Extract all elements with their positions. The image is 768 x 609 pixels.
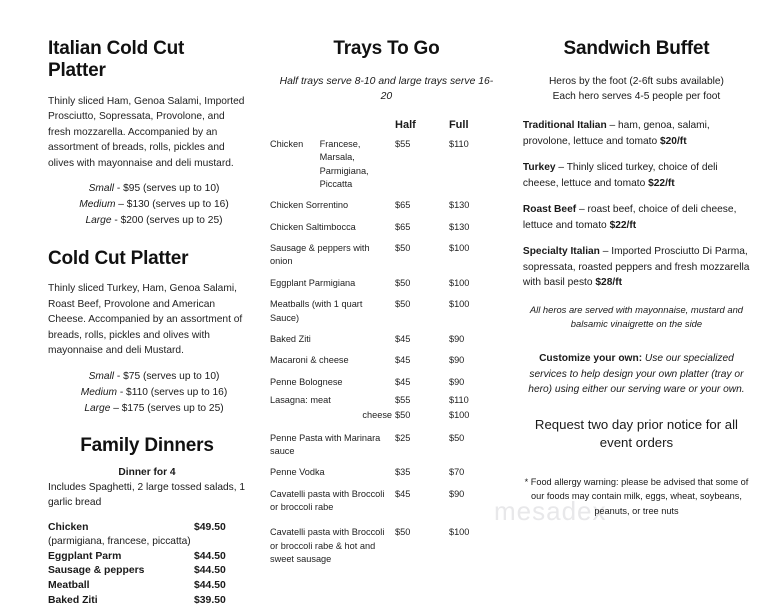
tray-price-full: $130 [448,221,470,232]
size-text: - $95 (serves up to 10) [114,183,220,195]
table-row [270,350,503,371]
table-row [270,484,503,519]
middle-column [266,30,509,586]
table-row [270,462,503,483]
right-column [509,30,758,586]
tray-price-full: $100 [448,410,470,421]
allergy-notice: * Food allergy warning: please be advised that some of our foods may contain milk, eggs, wheat, soybeans, peanuts, or tree nuts [524,477,749,516]
hero-name: Roast Beef [522,204,577,216]
trays-to-go-title: Trays To Go [333,38,440,59]
size-text: - $200 (serves up to 25) [111,215,223,227]
size-text: - $75 (serves up to 10) [114,370,220,382]
family-dinner-price: $44.50 [193,580,226,592]
tray-price-half: $35 [395,467,411,478]
family-dinner-price: $44.50 [193,550,226,562]
tray-price-half: $65 [395,200,411,211]
hero-traditional-italian [523,118,750,149]
tray-item-name: Penne Vodka [269,467,325,478]
family-dinner-name: Eggplant Parm [48,550,122,562]
table-row [270,329,503,350]
tray-item-name: Chicken Sorrentino [269,200,349,211]
family-dinner-row [48,550,246,565]
size-line [62,369,246,385]
family-dinner-name: Chicken [48,521,89,533]
sandwich-buffet-intro [523,74,750,105]
tray-item-name: Chicken [269,139,304,150]
tray-price-full: $100 [448,299,470,310]
tray-price-full: $100 [448,277,470,288]
tray-price-full: $90 [448,488,465,499]
table-row [270,294,503,329]
family-dinners-list [48,521,246,609]
trays-header-row [270,119,503,134]
tray-price-half: $25 [395,432,411,443]
tray-price-half: $45 [395,355,411,366]
trays-header-blank [270,119,395,134]
tray-price-full: $130 [448,200,470,211]
hero-price: $22/ft [648,177,675,189]
table-row [270,238,503,273]
cold-cut-platter-title: Cold Cut Platter [48,247,189,269]
tray-item-name: Macaroni & cheese [269,355,349,366]
customize-label: Customize your own: [539,353,643,365]
tray-price-full: $100 [448,243,470,254]
trays-table-head [270,119,503,134]
tray-price-full: $90 [448,376,465,387]
tray-item-name: Baked Ziti [269,333,311,344]
tray-item-name: Cavatelli pasta with Broccoli or broccoli rabe & hot and sweet sausage [269,527,385,564]
tray-price-full: $50 [448,432,465,443]
italian-cold-cut-platter-title: Italian Cold Cut Platter [48,38,185,81]
trays-header-half: Half [395,119,416,132]
hero-price: $20/ft [659,135,687,147]
hero-specialty-italian [523,244,750,291]
tray-item-name: Lasagna: meat [269,394,331,405]
size-line [62,213,246,229]
customize-text: Use our specialized services to help design your own platter (tray or hero) using either our serving ware or your own. [528,353,745,396]
size-label: Large [85,215,112,227]
family-dinner-name: Sausage & peppers [48,565,145,577]
size-label: Small [88,370,115,382]
size-line [62,385,246,401]
size-label: Small [88,183,115,195]
hero-desc: – Imported Prosciutto Di Parma, sopressata, roasted peppers and fresh mozzarella with basil pesto [522,246,750,289]
family-dinner-note: (parmigiana, francese, piccatta) [48,536,191,548]
tray-item-name: Sausage & peppers with onion [269,243,370,267]
family-dinners-includes: Includes Spaghetti, 2 large tossed salads, 1 garlic bread [48,482,246,509]
tray-price-full: $90 [448,355,465,366]
sandwich-buffet-title: Sandwich Buffet [563,38,710,59]
table-row [270,424,503,463]
trays-header-full: Full [448,119,469,132]
size-label: Medium [80,386,117,398]
table-row [270,393,503,408]
tray-price-half: $45 [395,488,411,499]
hero-desc: – roast beef, choice of deli cheese, lettuce and tomato [522,204,737,231]
hero-name: Turkey [522,162,556,174]
tray-price-half: $50 [395,277,411,288]
table-row [270,372,503,393]
family-dinner-row [48,594,246,609]
table-row [270,273,503,294]
hero-name: Specialty Italian [522,246,600,258]
size-line [62,197,246,213]
tray-price-full: $110 [448,394,469,405]
family-dinner-name: Meatball [48,580,90,592]
request-notice: Request two day prior notice for all event orders [534,416,738,451]
family-dinner-row [48,564,246,579]
family-dinners-title: Family Dinners [80,435,214,457]
size-label: Medium [79,199,116,211]
hero-turkey [523,160,750,191]
italian-cold-cut-platter-description: Thinly sliced Ham, Genoa Salami, Imported Prosciutto, Sopressata, Provolone, and fresh mozzarella. Accompanied by an assortment of breads, rolls, pickles and olives with mayonnaise and deli mustard. [48,95,245,169]
size-text: – $130 (serves up to 16) [115,199,229,211]
table-row [270,217,503,238]
tray-price-half: $65 [395,221,411,232]
family-dinner-price: $49.50 [193,521,226,533]
hero-serving-note: All heros are served with mayonnaise, mustard and balsamic vinaigrette on the side [529,303,744,330]
tray-item-name: Penne Pasta with Marinara sauce [269,432,381,456]
hero-price: $22/ft [609,219,637,231]
trays-table-body [270,134,503,570]
cold-cut-platter-description: Thinly sliced Turkey, Ham, Genoa Salami, Roast Beef, Provolone and American Cheese. Accompanied by an assortment of breads, rolls, pickles and olives with mayonnaise and deli Mustard. [48,283,243,357]
tray-item-name: Cavatelli pasta with Broccoli or broccoli rabe [269,488,385,512]
family-dinner-name: Baked Ziti [48,594,98,606]
trays-price-table [270,119,503,570]
hero-desc: – ham, genoa, salami, provolone, lettuce and tomato [522,120,710,147]
watermark: mesadex [494,496,607,526]
family-dinner-row [48,521,246,536]
hero-desc: – Thinly sliced turkey, choice of deli cheese, lettuce and tomato [522,162,718,189]
intro-line-2: Each hero serves 4-5 people per foot [552,91,721,103]
table-row [270,134,503,195]
family-dinner-row [48,579,246,594]
trays-to-go-intro: Half trays serve 8-10 and large trays serve 16-20 [279,75,494,103]
table-row [270,195,503,216]
hero-name: Traditional Italian [522,120,607,132]
family-dinner-price: $44.50 [193,565,226,577]
tray-price-half: $50 [395,410,411,421]
tray-price-half: $50 [395,527,411,538]
tray-price-half: $50 [395,243,411,254]
tray-item-name: Eggplant Parmigiana [269,277,356,288]
table-row [270,408,503,423]
tray-item-name: Meatballs (with 1 quart Sauce) [269,299,363,323]
table-row [270,518,503,570]
size-text: - $110 (serves up to 16) [116,386,228,398]
tray-price-full: $100 [448,527,470,538]
tray-price-half: $55 [395,139,411,150]
customize-your-own [523,351,750,398]
cold-cut-platter-sizes [48,369,246,417]
size-label: Large [84,403,111,415]
tray-price-half: $45 [395,376,411,387]
tray-price-half: $55 [395,394,411,405]
hero-price: $28/ft [595,277,623,289]
italian-cold-cut-platter-sizes [48,181,246,229]
intro-line-1: Heros by the foot (2-6ft subs available) [548,75,724,87]
size-line [62,181,246,197]
left-column [10,30,266,606]
size-line [62,401,246,417]
tray-price-full: $70 [448,467,465,478]
tray-item-name: Chicken Saltimbocca [269,221,356,232]
hero-roast-beef [523,202,750,233]
tray-price-full: $90 [448,333,465,344]
size-text: – $175 (serves up to 25) [110,403,224,415]
family-dinners-subtitle: Dinner for 4 [118,467,176,479]
tray-price-half: $45 [395,333,411,344]
family-dinner-price: $39.50 [193,594,226,606]
tray-price-half: $50 [395,299,411,310]
tray-item-name: cheese [362,410,393,421]
tray-price-full: $110 [448,139,469,150]
tray-item-desc: Francese, Marsala, Parmigiana, Piccatta [319,139,369,190]
tray-item-name: Penne Bolognese [269,376,343,387]
